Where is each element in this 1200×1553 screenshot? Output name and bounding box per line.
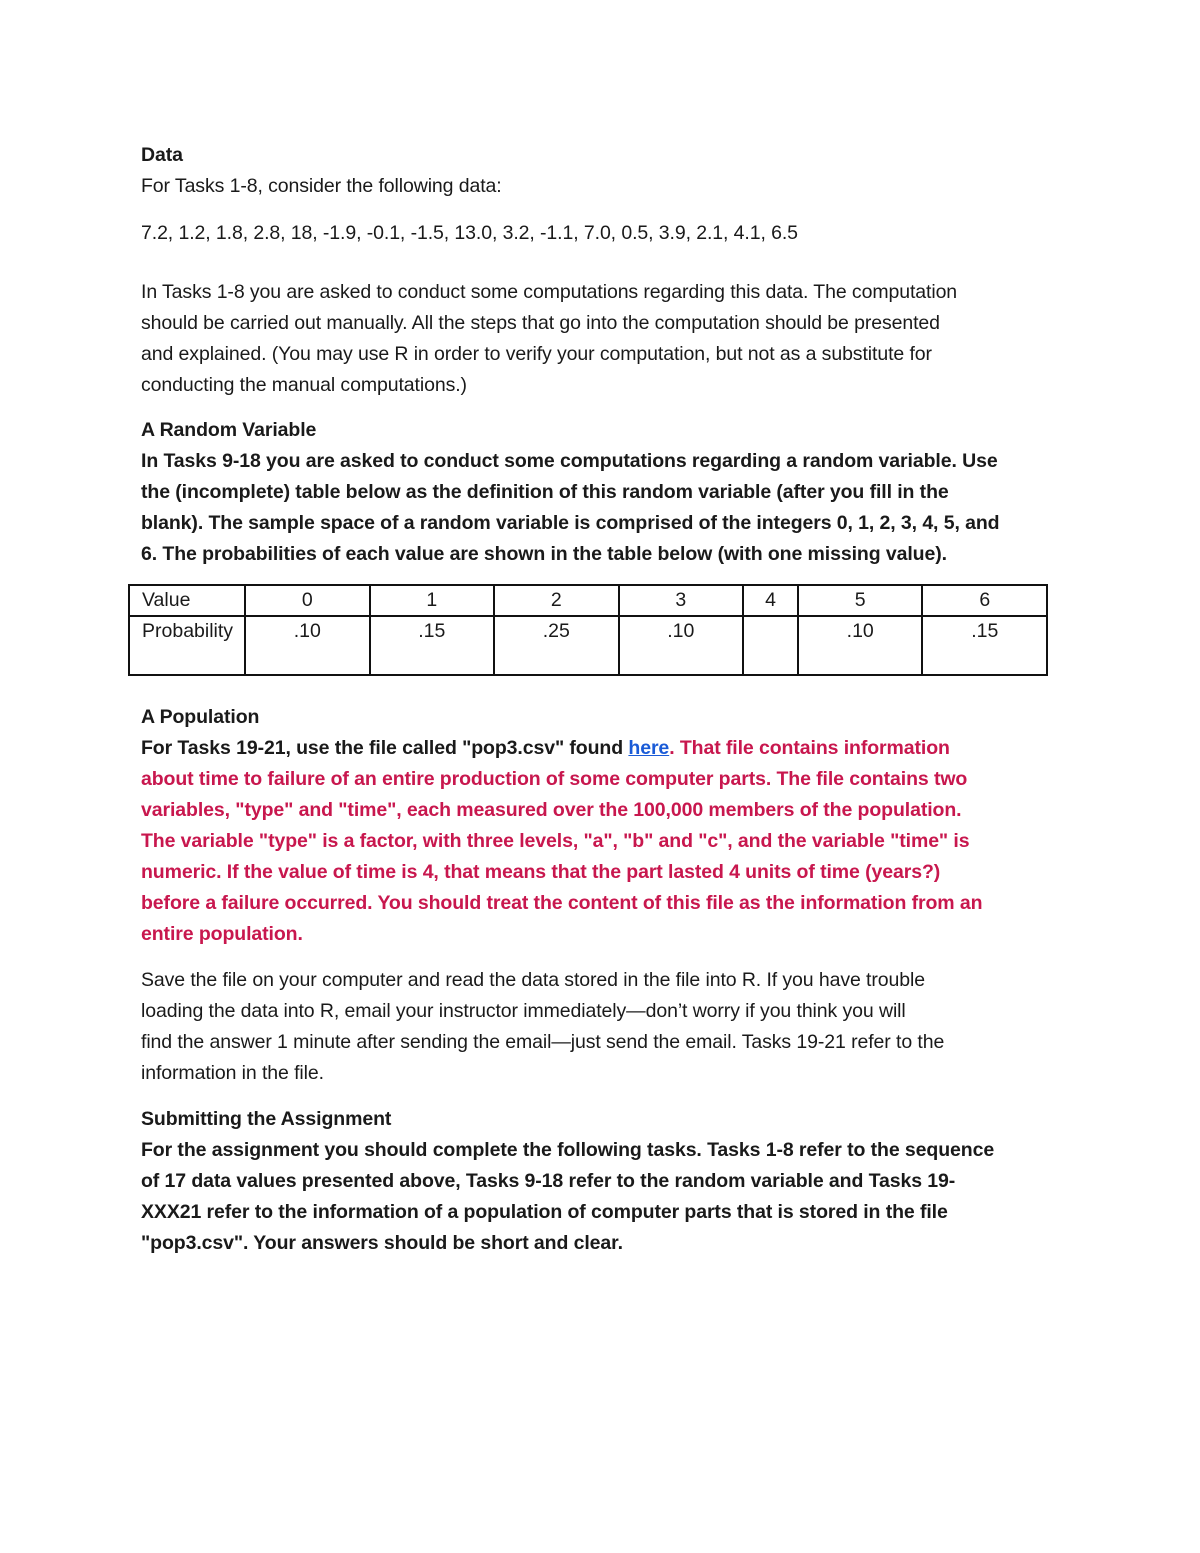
document-page: [141, 140, 1061, 1259]
highlighted-line: entire population.: [141, 923, 303, 945]
submitting-paragraph-line: XXX21 refer to the information of a population of computer parts that is stored in the file: [141, 1201, 948, 1223]
submitting-paragraph: [141, 1135, 1061, 1259]
population-paragraph: [141, 965, 1061, 1089]
probability-cell: .15: [370, 616, 495, 675]
population-line-prefix: For Tasks 19-21, use the file called "pop3.csv" found: [141, 737, 629, 759]
rv-paragraph-line: the (incomplete) table below as the definition of this random variable (after you fill in the: [141, 481, 949, 503]
data-intro: For Tasks 1-8, consider the following data:: [141, 175, 502, 197]
population-title: A Population: [141, 706, 260, 728]
probability-cell: .25: [494, 616, 619, 675]
random-variable-title: A Random Variable: [141, 419, 317, 441]
probability-cell: .10: [619, 616, 744, 675]
value-cell: 3: [619, 585, 744, 616]
value-cell: 0: [245, 585, 370, 616]
population-paragraph-line: find the answer 1 minute after sending the email—just send the email. Tasks 19-21 refer to the: [141, 1031, 945, 1053]
data-paragraph-line: In Tasks 1-8 you are asked to conduct some computations regarding this data. The computation: [141, 281, 958, 303]
value-cell: 4: [743, 585, 798, 616]
submitting-paragraph-line: of 17 data values presented above, Tasks 9-18 refer to the random variable and Tasks 19-: [141, 1170, 956, 1192]
population-highlighted-text: [141, 764, 1061, 950]
highlighted-line: The variable "type" is a factor, with three levels, "a", "b" and "c", and the variable "time" is: [141, 830, 970, 852]
highlighted-line: numeric. If the value of time is 4, that means that the part lasted 4 units of time (years?): [141, 861, 941, 883]
rv-paragraph-line: blank). The sample space of a random variable is comprised of the integers 0, 1, 2, 3, 4, 5, and: [141, 512, 1000, 534]
data-paragraph-line: and explained. (You may use R in order to verify your computation, but not as a substitute for: [141, 343, 932, 365]
value-cell: 2: [494, 585, 619, 616]
highlighted-line: variables, "type" and "time", each measured over the 100,000 members of the population.: [141, 799, 962, 821]
probability-cell: .15: [922, 616, 1047, 675]
data-paragraph-line: conducting the manual computations.): [141, 374, 467, 396]
data-section-title: Data: [141, 144, 183, 166]
population-paragraph-line: information in the file.: [141, 1062, 324, 1084]
random-variable-paragraph: [141, 446, 1061, 570]
submitting-paragraph-line: "pop3.csv". Your answers should be short and clear.: [141, 1232, 623, 1254]
value-row-label: Value: [129, 585, 245, 616]
value-row: [129, 585, 1047, 616]
submitting-title: Submitting the Assignment: [141, 1108, 392, 1130]
probability-row-label: Probability: [129, 616, 245, 675]
submitting-paragraph-line: For the assignment you should complete the following tasks. Tasks 1-8 refer to the sequence: [141, 1139, 995, 1161]
highlighted-line: about time to failure of an entire production of some computer parts. The file contains two: [141, 768, 968, 790]
value-cell: 1: [370, 585, 495, 616]
population-paragraph-line: Save the file on your computer and read the data stored in the file into R. If you have trouble: [141, 969, 925, 991]
rv-paragraph-line: In Tasks 9-18 you are asked to conduct some computations regarding a random variable. Use: [141, 450, 998, 472]
data-values: 7.2, 1.2, 1.8, 2.8, 18, -1.9, -0.1, -1.5, 13.0, 3.2, -1.1, 7.0, 0.5, 3.9, 2.1, 4.1, 6.5: [141, 222, 798, 244]
value-cell: 5: [798, 585, 923, 616]
value-cell: 6: [922, 585, 1047, 616]
population-first-line: [141, 733, 1061, 764]
highlighted-line: before a failure occurred. You should treat the content of this file as the information from an: [141, 892, 983, 914]
data-paragraph-line: should be carried out manually. All the steps that go into the computation should be presented: [141, 312, 940, 334]
probability-cell-missing[interactable]: [743, 616, 798, 675]
rv-paragraph-line: 6. The probabilities of each value are shown in the table below (with one missing value).: [141, 543, 947, 565]
data-paragraph: [141, 277, 1061, 401]
probability-table: [128, 584, 1048, 676]
population-paragraph-line: loading the data into R, email your instructor immediately—don’t worry if you think you will: [141, 1000, 906, 1022]
probability-cell: .10: [245, 616, 370, 675]
probability-cell: .10: [798, 616, 923, 675]
population-line-suffix: . That file contains information: [669, 737, 950, 759]
here-link[interactable]: here: [628, 737, 670, 759]
probability-row: [129, 616, 1047, 675]
